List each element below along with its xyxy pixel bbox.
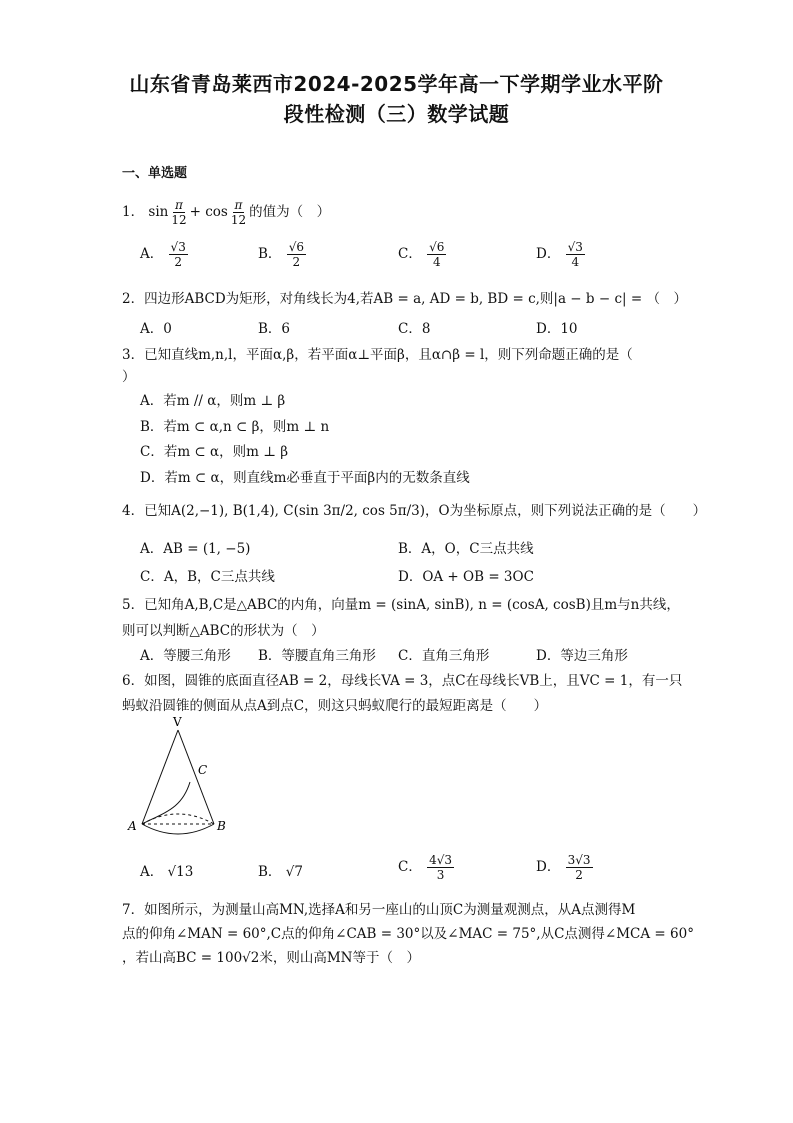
- question-2-stem: 2．四边形ABCD为矩形，对角线长为4,若AB = a, AD = b, BD = c,则|a − b − c| = （ ）: [122, 291, 687, 307]
- q3-option-a: A．若m // α，则m ⊥ β: [140, 393, 286, 409]
- question-7-stem: 7．如图所示，为测量山高MN,选择A和另一座山的山顶C为测量观测点，从A点测得M: [122, 902, 636, 918]
- q6-option-b: B． √7: [258, 864, 303, 880]
- q3-option-b: B．若m ⊂ α,n ⊂ β，则m ⊥ n: [140, 419, 330, 435]
- cone-label-b: B: [217, 819, 226, 833]
- question-7-stem-cont: 点的仰角∠MAN = 60°,C点的仰角∠CAB = 30°以及∠MAC = 75°,从C点测得∠MCA = 60°: [122, 926, 694, 942]
- question-3-stem-cont: ）: [122, 369, 136, 385]
- cone-label-v: V: [173, 715, 182, 729]
- q5-option-a: A．等腰三角形: [140, 648, 231, 664]
- question-5-stem-cont: 则可以判断△ABC的形状为（ ）: [122, 623, 325, 639]
- question-1-formula: sin $\frac{\pi}{12}$ + cos $\frac{\pi}{12}$: [148, 198, 247, 227]
- q5-option-b: B．等腰直角三角形: [258, 648, 376, 664]
- q1-option-a: A． $\frac{√3}{2}$: [140, 240, 186, 269]
- question-1-stem: [122, 198, 330, 227]
- exam-title-line1: 山东省青岛莱西市2024-2025学年高一下学期学业水平阶: [129, 72, 664, 96]
- question-5-stem: 5．已知角A,B,C是△ABC的内角，向量m = (sinA, sinB), n = (cosA, cosB)且m与n共线，: [122, 597, 680, 613]
- question-3-stem: 3．已知直线m,n,l，平面α,β，若平面α⊥平面β，且α∩β = l，则下列命题正确的是（: [122, 347, 633, 363]
- section-heading: 一、单选题: [122, 166, 188, 181]
- q2-option-a: A．0: [140, 321, 172, 337]
- q5-option-d: D．等边三角形: [536, 648, 628, 664]
- cone-label-c: C: [198, 763, 208, 777]
- q4-option-d: D．OA + OB = 3OC: [398, 569, 534, 585]
- q2-option-d: D．10: [536, 321, 578, 337]
- exam-title-line2: 段性检测（三）数学试题: [283, 102, 510, 126]
- q2-option-c: C．8: [398, 321, 431, 337]
- q6-option-c: C． $\frac{4√3}{3}$: [398, 853, 453, 882]
- question-6-stem: 6．如图，圆锥的底面直径AB = 2，母线长VA = 3，点C在母线长VB上，且VC = 1，有一只: [122, 673, 683, 689]
- q6-option-d: D． $\frac{3√3}{2}$: [536, 853, 591, 882]
- question-7-stem-cont2: ，若山高BC = 100√2米，则山高MN等于（ ）: [122, 950, 420, 966]
- q3-option-d: D．若m ⊂ α，则直线m必垂直于平面β内的无数条直线: [140, 470, 470, 486]
- question-4-stem: 4．已知A(2,−1), B(1,4), C(sin 3π/2, cos 5π/3)，O为坐标原点，则下列说法正确的是（ ）: [122, 503, 707, 519]
- cone-label-a: A: [128, 819, 137, 833]
- q4-option-a: A．AB = (1, −5): [140, 541, 251, 557]
- question-1-stem-text: 的值为（ ）: [249, 204, 331, 220]
- q2-option-b: B．6: [258, 321, 291, 337]
- cone-figure: [118, 712, 248, 840]
- q4-option-c: C．A，B，C三点共线: [140, 569, 275, 585]
- q6-option-a: A． √13: [140, 864, 194, 880]
- question-6-stem-cont: 蚂蚁沿圆锥的侧面从点A到点C，则这只蚂蚁爬行的最短距离是（ ）: [122, 698, 548, 714]
- q3-option-c: C．若m ⊂ α，则m ⊥ β: [140, 444, 289, 460]
- q1-option-b: B． $\frac{√6}{2}$: [258, 240, 304, 269]
- question-number: 1．: [122, 204, 145, 220]
- q1-option-c: C． $\frac{√6}{4}$: [398, 240, 445, 269]
- q5-option-c: C．直角三角形: [398, 648, 490, 664]
- q4-option-b: B．A，O，C三点共线: [398, 541, 534, 557]
- q1-option-d: D． $\frac{√3}{4}$: [536, 240, 583, 269]
